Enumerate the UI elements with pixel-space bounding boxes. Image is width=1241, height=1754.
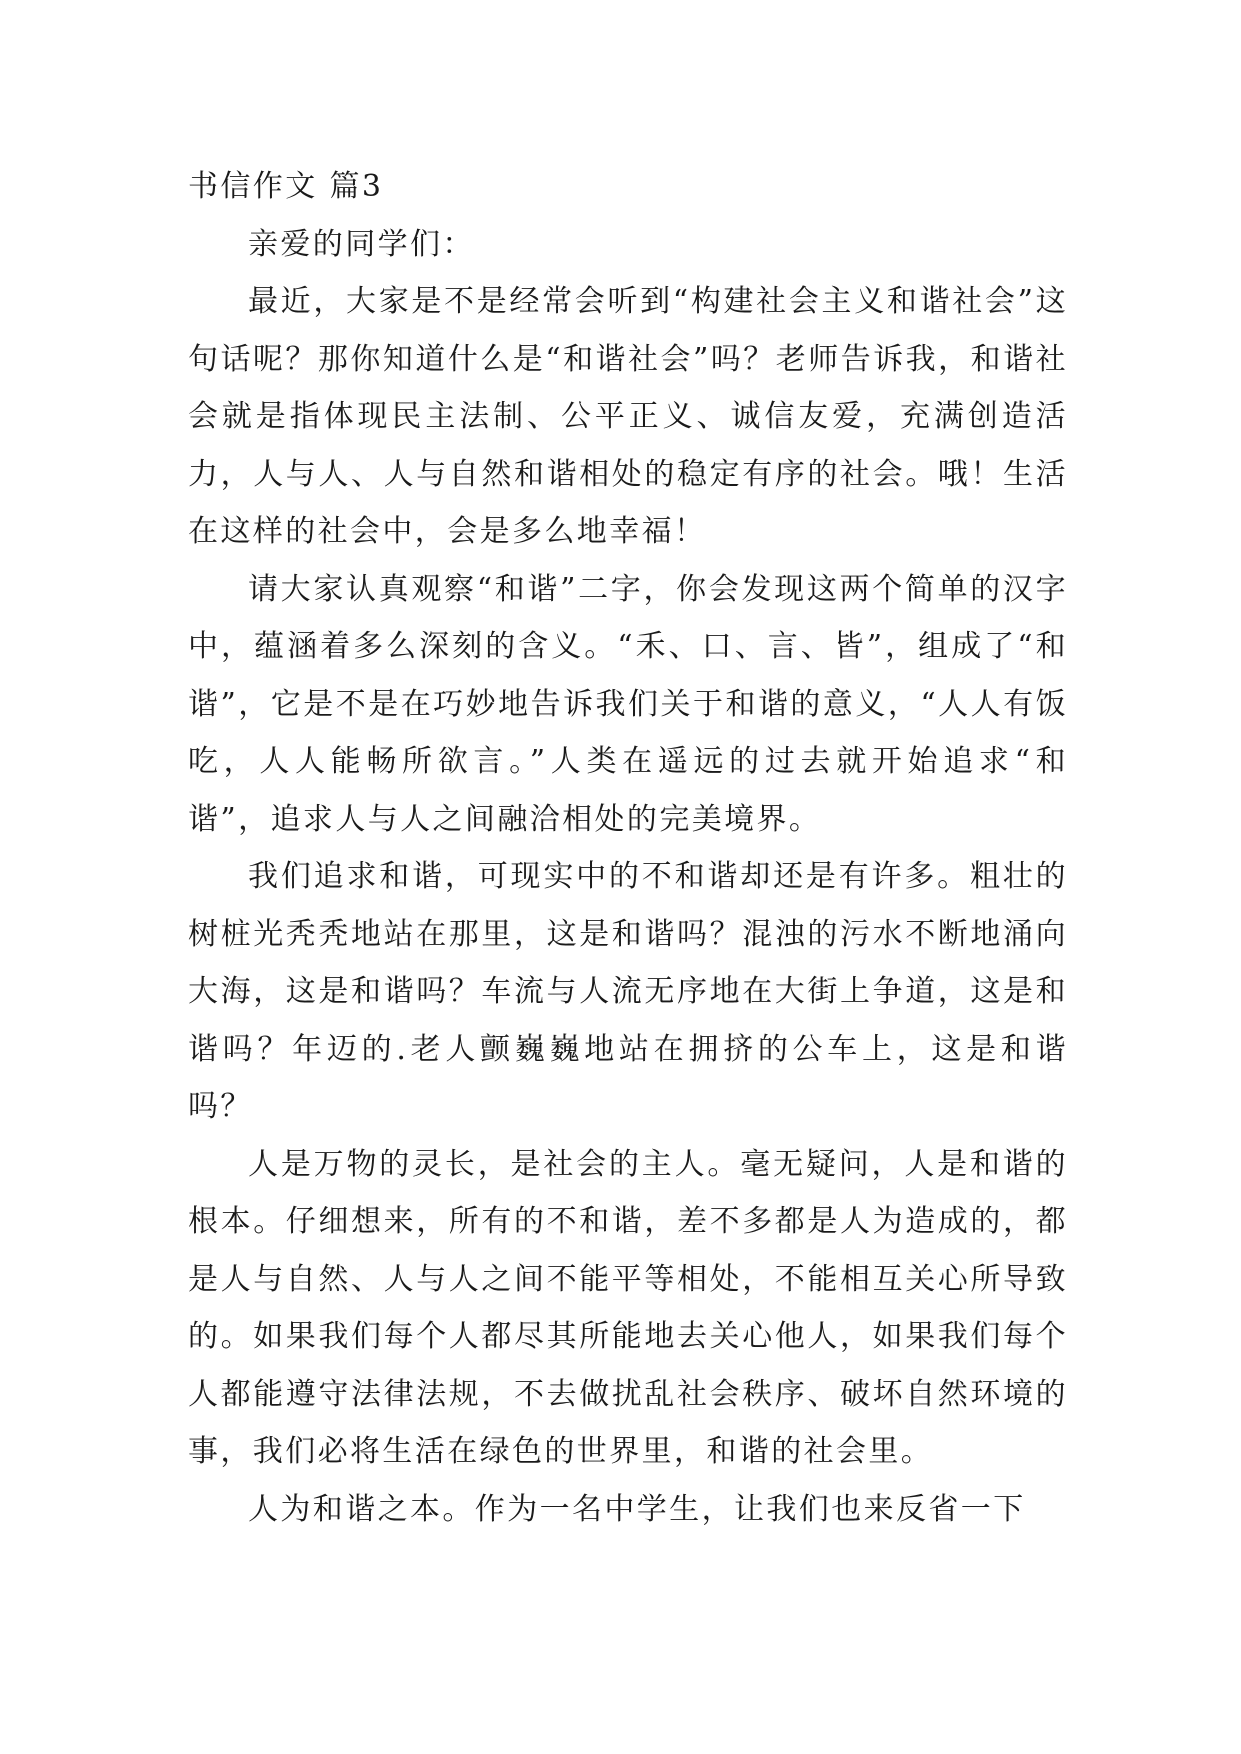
paragraph-3: 我们追求和谐，可现实中的不和谐却还是有许多。粗壮的树桩光秃秃地站在那里，这是和谐吗？混浊的污水不断地涌向大海，这是和谐吗？车流与人流无序地在大街上争道，这是和谐吗？年迈的.老人颤巍巍地站在拥挤的公车上，这是和谐吗？ (188, 859, 1068, 1124)
paragraph-greeting: 亲爱的同学们： (248, 226, 475, 262)
document-title: 书信作文 篇3 (188, 169, 384, 204)
paragraph-5: 人为和谐之本。作为一名中学生，让我们也来反省一下 (248, 1491, 1026, 1527)
paragraph-2: 请大家认真观察“和谐”二字，你会发现这两个简单的汉字中，蕴涵着多么深刻的含义。“禾、口、言、皆”，组成了“和谐”，它是不是在巧妙地告诉我们关于和谐的意义，“人人有饭吃，人人能畅所欲言。”人类在遥远的过去就开始追求“和谐”，追求人与人之间融洽相处的完美境界。 (188, 571, 1068, 837)
document-body (188, 158, 1068, 1538)
paragraph-4: 人是万物的灵长，是社会的主人。毫无疑问，人是和谐的根本。仔细想来，所有的不和谐，差不多都是人为造成的，都是人与自然、人与人之间不能平等相处，不能相互关心所导致的。如果我们每个人都尽其所能地去关心他人，如果我们每个人都能遵守法律法规，不去做扰乱社会秩序、破坏自然环境的事，我们必将生活在绿色的世界里，和谐的社会里。 (188, 1146, 1068, 1469)
paragraph-1: 最近，大家是不是经常会听到“构建社会主义和谐社会”这句话呢？那你知道什么是“和谐社会”吗？老师告诉我，和谐社会就是指体现民主法制、公平正义、诚信友爱，充满创造活力，人与人、人与自然和谐相处的稳定有序的社会。哦！生活在这样的社会中，会是多么地幸福！ (188, 284, 1068, 549)
